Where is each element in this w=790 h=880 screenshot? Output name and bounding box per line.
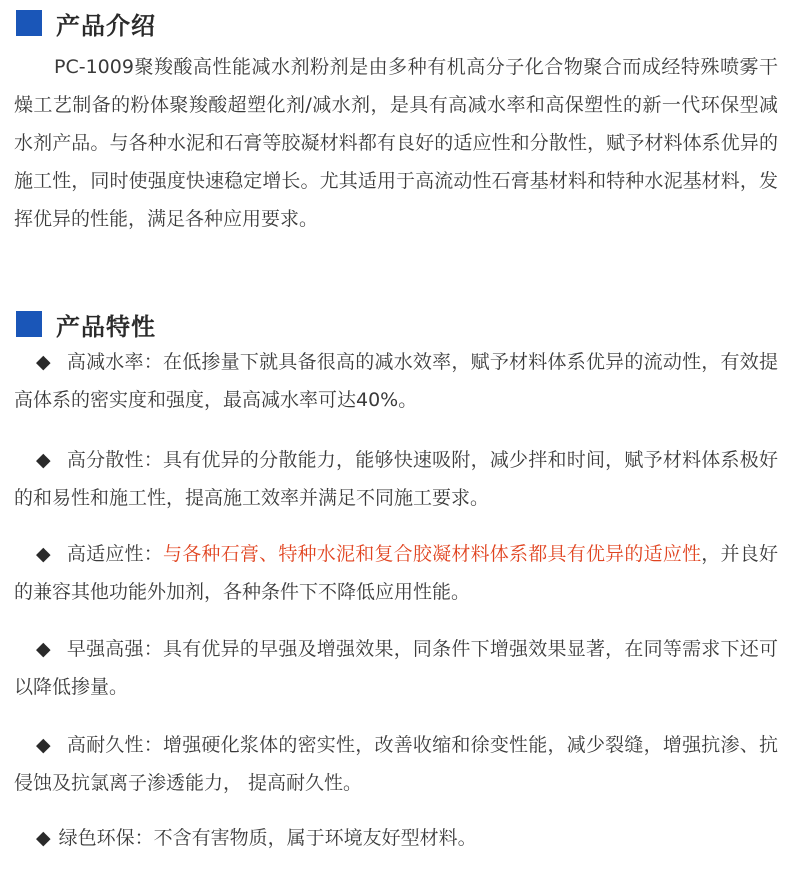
feature-text: 不含有害物质，属于环境友好型材料。 [153,827,477,849]
feature-label: 高适应性： [66,543,163,565]
heading-square-icon [16,10,42,36]
feature-item-dispersion [14,441,778,517]
features-section-title: 产品特性 [56,312,156,341]
diamond-bullet-icon: ◆ [36,543,51,565]
features-section-header [16,307,156,341]
intro-section-header [16,6,156,40]
feature-label: 高减水率： [66,351,163,373]
feature-item-eco-friendly [14,819,778,857]
diamond-bullet-icon: ◆ [36,827,51,849]
intro-paragraph: PC-1009聚羧酸高性能减水剂粉剂是由多种有机高分子化合物聚合而成经特殊喷雾干燥工艺制备的粉体聚羧酸超塑化剂/减水剂，是具有高减水率和高保塑性的新一代环保型减水剂产品。与各种水泥和石膏等胶凝材料都有良好的适应性和分散性，赋予材料体系优异的施工性，同时使强度快速稳定增长。尤其适用于高流动性石膏基材料和特种水泥基材料，发挥优异的性能，满足各种应用要求。 [14,56,778,230]
feature-label: 高耐久性： [66,734,163,756]
feature-text: 具有优异的分散能力，能够快速吸附，减少拌和时间，赋予材料体系极好的和易性和施工性，提高施工效率并满足不同施工要求。 [14,449,778,509]
diamond-bullet-icon: ◆ [36,351,51,373]
feature-label: 早强高强： [66,638,163,660]
intro-section-title: 产品介绍 [56,11,156,40]
diamond-bullet-icon: ◆ [36,449,51,471]
feature-item-adaptability [14,535,778,611]
feature-text: ，并良好的兼容其他功能外加剂，各种条件下不降低应用性能。 [14,543,778,603]
diamond-bullet-icon: ◆ [36,638,51,660]
heading-square-icon [16,311,42,337]
feature-item-water-reduction [14,343,778,419]
feature-highlight-text: 与各种石膏、特种水泥和复合胶凝材料体系都具有优异的适应性 [162,543,702,565]
diamond-bullet-icon: ◆ [36,734,51,756]
feature-label: 高分散性： [66,449,163,471]
feature-text: 在低掺量下就具备很高的减水效率，赋予材料体系优异的流动性，有效提高体系的密实度和强度，最高减水率可达40%。 [14,351,778,411]
feature-label: 绿色环保： [58,827,154,849]
feature-item-early-strength [14,630,778,706]
feature-item-durability [14,726,778,802]
feature-text: 增强硬化浆体的密实性，改善收缩和徐变性能，减少裂缝，增强抗渗、抗侵蚀及抗氯离子渗透能力， 提高耐久性。 [14,734,778,794]
feature-text: 具有优异的早强及增强效果，同条件下增强效果显著，在同等需求下还可以降低掺量。 [14,638,778,698]
